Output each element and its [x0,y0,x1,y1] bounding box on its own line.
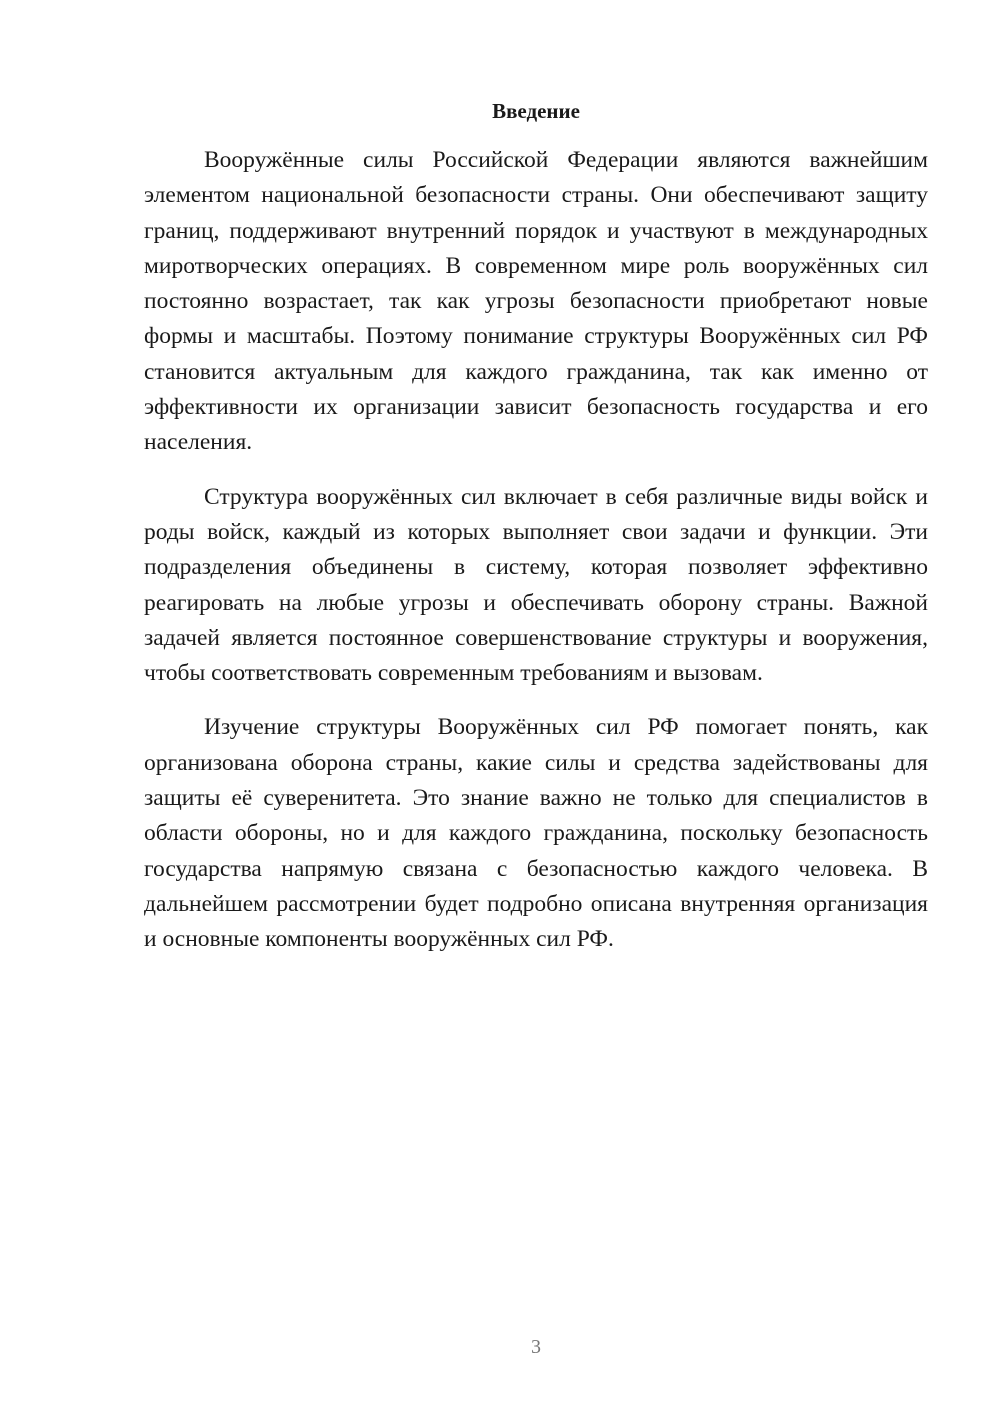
paragraph-intro: Вооружённые силы Российской Федерации являются важнейшим элементом национальной безопасности страны. Они обеспечивают защиту границ, поддерживают внутренний порядок и участвуют в международных миротворческих операциях. В современном мире роль вооружённых сил постоянно возрастает, так как угрозы безопасности приобретают новые формы и масштабы. Поэтому понимание структуры Вооружённых сил РФ становится актуальным для каждого гражданина, так как именно от эффективности их организации зависит безопасность государства и его населения. [144,147,928,456]
document-body [144,143,928,958]
paragraph-study: Изучение структуры Вооружённых сил РФ помогает понять, как организована оборона страны, какие силы и средства задействованы для защиты её суверенитета. Это знание важно не только для специалистов в области обороны, но и для каждого гражданина, поскольку безопасность государства напрямую связана с безопасностью каждого человека. В дальнейшем рассмотрении будет подробно описана внутренняя организация и основные компоненты вооружённых сил РФ. [144,714,928,953]
section-heading: Введение [492,99,580,123]
paragraph-structure: Структура вооружённых сил включает в себя различные виды войск и роды войск, каждый из которых выполняет свои задачи и функции. Эти подразделения объединены в систему, которая позволяет эффективно реагировать на любые угрозы и обеспечивать оборону страны. Важной задачей является постоянное совершенствование структуры и вооружения, чтобы соответствовать современным требованиям и вызовам. [144,483,928,687]
page-number: 3 [531,1336,541,1358]
